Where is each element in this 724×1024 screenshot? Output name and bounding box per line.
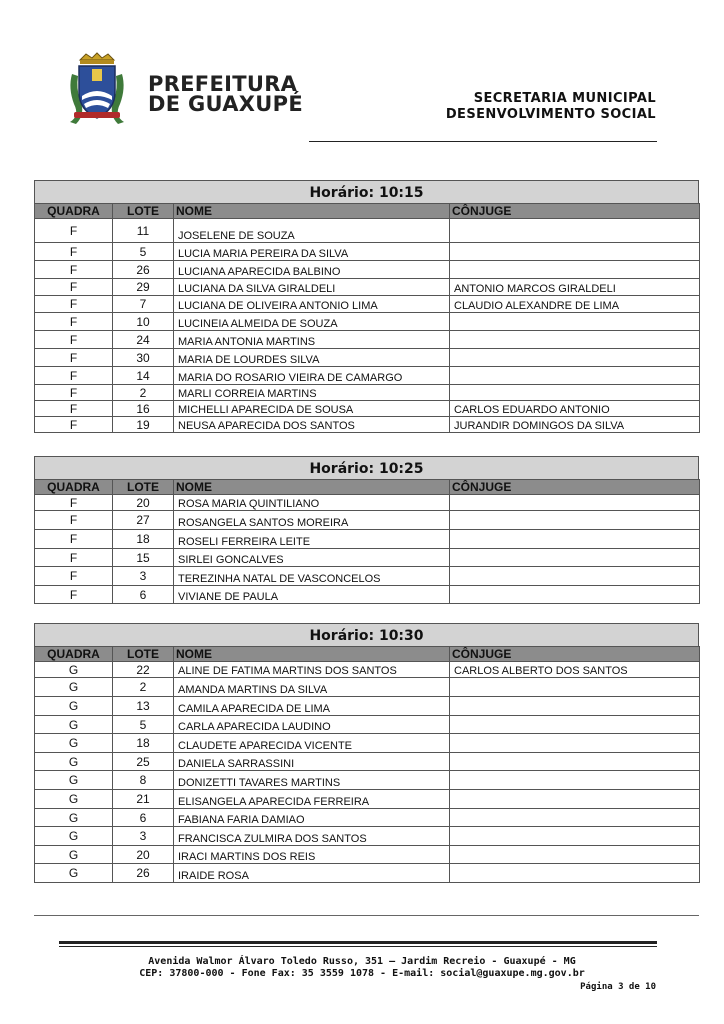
name-cell: MARIA DO ROSARIO VIEIRA DE CAMARGO bbox=[174, 367, 450, 385]
section-title: Horário: 10:30 bbox=[34, 623, 699, 646]
name-cell: ROSANGELA SANTOS MOREIRA bbox=[174, 511, 450, 530]
footer-thick-rule bbox=[59, 941, 657, 944]
table-row bbox=[35, 261, 700, 279]
name-cell: MICHELLI APARECIDA DE SOUSA bbox=[174, 401, 450, 417]
spouse-cell: CARLOS EDUARDO ANTONIO bbox=[450, 401, 700, 417]
quadra-cell: G bbox=[35, 678, 113, 697]
name-cell: MARIA ANTONIA MARTINS bbox=[174, 331, 450, 349]
table-row bbox=[35, 549, 700, 567]
quadra-cell: F bbox=[35, 385, 113, 401]
lote-cell: 11 bbox=[113, 219, 174, 243]
table-row bbox=[35, 697, 700, 716]
spouse-cell bbox=[450, 567, 700, 586]
quadra-cell: F bbox=[35, 279, 113, 296]
table-row bbox=[35, 827, 700, 846]
quadra-cell: F bbox=[35, 261, 113, 279]
spouse-cell bbox=[450, 261, 700, 279]
table-header-row bbox=[35, 647, 700, 662]
spouse-cell bbox=[450, 219, 700, 243]
lote-cell: 10 bbox=[113, 313, 174, 331]
name-cell: DANIELA SARRASSINI bbox=[174, 753, 450, 771]
table-row bbox=[35, 349, 700, 367]
lote-cell: 5 bbox=[113, 243, 174, 261]
lote-cell: 19 bbox=[113, 417, 174, 433]
name-cell: FRANCISCA ZULMIRA DOS SANTOS bbox=[174, 827, 450, 846]
lote-cell: 5 bbox=[113, 716, 174, 734]
table-row bbox=[35, 279, 700, 296]
name-cell: NEUSA APARECIDA DOS SANTOS bbox=[174, 417, 450, 433]
lote-cell: 30 bbox=[113, 349, 174, 367]
table-row bbox=[35, 367, 700, 385]
quadra-cell: G bbox=[35, 697, 113, 716]
quadra-cell: G bbox=[35, 734, 113, 753]
spouse-cell bbox=[450, 243, 700, 261]
lote-cell: 2 bbox=[113, 385, 174, 401]
spouse-cell bbox=[450, 846, 700, 864]
quadra-cell: G bbox=[35, 753, 113, 771]
quadra-cell: F bbox=[35, 530, 113, 549]
lote-cell: 26 bbox=[113, 261, 174, 279]
column-header-nome: NOME bbox=[174, 204, 450, 219]
spouse-cell: JURANDIR DOMINGOS DA SILVA bbox=[450, 417, 700, 433]
name-cell: LUCINEIA ALMEIDA DE SOUZA bbox=[174, 313, 450, 331]
table-row bbox=[35, 864, 700, 883]
name-cell: SIRLEI GONCALVES bbox=[174, 549, 450, 567]
name-cell: CLAUDETE APARECIDA VICENTE bbox=[174, 734, 450, 753]
column-header-quadra: QUADRA bbox=[35, 480, 113, 495]
spouse-cell bbox=[450, 549, 700, 567]
lote-cell: 15 bbox=[113, 549, 174, 567]
lote-cell: 20 bbox=[113, 495, 174, 511]
quadra-cell: G bbox=[35, 864, 113, 883]
table-row bbox=[35, 846, 700, 864]
lote-cell: 6 bbox=[113, 586, 174, 604]
spouse-cell bbox=[450, 367, 700, 385]
table-row bbox=[35, 771, 700, 790]
column-header-lote: LOTE bbox=[113, 480, 174, 495]
quadra-cell: G bbox=[35, 827, 113, 846]
spouse-cell bbox=[450, 734, 700, 753]
column-header-nome: NOME bbox=[174, 480, 450, 495]
quadra-cell: F bbox=[35, 567, 113, 586]
footer-address: Avenida Walmor Álvaro Toledo Russo, 351 – Jardim Recreio - Guaxupé - MG bbox=[148, 956, 576, 967]
lote-cell: 18 bbox=[113, 734, 174, 753]
name-cell: LUCIANA DE OLIVEIRA ANTONIO LIMA bbox=[174, 296, 450, 313]
schedule-section bbox=[34, 623, 699, 883]
quadra-cell: F bbox=[35, 549, 113, 567]
spouse-cell bbox=[450, 827, 700, 846]
spouse-cell bbox=[450, 790, 700, 809]
name-cell: ROSELI FERREIRA LEITE bbox=[174, 530, 450, 549]
footer-divider-top bbox=[34, 915, 699, 916]
spouse-cell bbox=[450, 495, 700, 511]
column-header-lote: LOTE bbox=[113, 204, 174, 219]
lote-cell: 27 bbox=[113, 511, 174, 530]
table-row bbox=[35, 313, 700, 331]
quadra-cell: F bbox=[35, 417, 113, 433]
name-cell: LUCIANA APARECIDA BALBINO bbox=[174, 261, 450, 279]
table-row bbox=[35, 219, 700, 243]
lote-cell: 20 bbox=[113, 846, 174, 864]
lote-cell: 24 bbox=[113, 331, 174, 349]
schedule-table bbox=[34, 479, 700, 604]
quadra-cell: F bbox=[35, 349, 113, 367]
quadra-cell: G bbox=[35, 809, 113, 827]
lote-cell: 7 bbox=[113, 296, 174, 313]
schedule-table bbox=[34, 203, 700, 433]
table-row bbox=[35, 586, 700, 604]
lote-cell: 13 bbox=[113, 697, 174, 716]
quadra-cell: G bbox=[35, 716, 113, 734]
table-row bbox=[35, 495, 700, 511]
column-header-quadra: QUADRA bbox=[35, 204, 113, 219]
quadra-cell: F bbox=[35, 586, 113, 604]
spouse-cell bbox=[450, 530, 700, 549]
name-cell: CAMILA APARECIDA DE LIMA bbox=[174, 697, 450, 716]
quadra-cell: F bbox=[35, 367, 113, 385]
spouse-cell bbox=[450, 716, 700, 734]
name-cell: ALINE DE FATIMA MARTINS DOS SANTOS bbox=[174, 662, 450, 678]
lote-cell: 8 bbox=[113, 771, 174, 790]
schedule-table bbox=[34, 646, 700, 883]
table-row bbox=[35, 567, 700, 586]
name-cell: JOSELENE DE SOUZA bbox=[174, 219, 450, 243]
quadra-cell: F bbox=[35, 511, 113, 530]
brand-name bbox=[148, 74, 303, 114]
name-cell: LUCIA MARIA PEREIRA DA SILVA bbox=[174, 243, 450, 261]
lote-cell: 14 bbox=[113, 367, 174, 385]
name-cell: VIVIANE DE PAULA bbox=[174, 586, 450, 604]
table-row bbox=[35, 243, 700, 261]
lote-cell: 2 bbox=[113, 678, 174, 697]
spouse-cell bbox=[450, 753, 700, 771]
table-row bbox=[35, 511, 700, 530]
table-row bbox=[35, 401, 700, 417]
lote-cell: 22 bbox=[113, 662, 174, 678]
table-row bbox=[35, 753, 700, 771]
spouse-cell bbox=[450, 697, 700, 716]
column-header-quadra: QUADRA bbox=[35, 647, 113, 662]
lote-cell: 3 bbox=[113, 567, 174, 586]
lote-cell: 21 bbox=[113, 790, 174, 809]
spouse-cell: CLAUDIO ALEXANDRE DE LIMA bbox=[450, 296, 700, 313]
column-header-conjuge: CÔNJUGE bbox=[450, 204, 700, 219]
lote-cell: 25 bbox=[113, 753, 174, 771]
quadra-cell: G bbox=[35, 771, 113, 790]
table-row bbox=[35, 331, 700, 349]
quadra-cell: F bbox=[35, 401, 113, 417]
column-header-conjuge: CÔNJUGE bbox=[450, 480, 700, 495]
brand-line-1: PREFEITURA bbox=[148, 72, 298, 96]
name-cell: MARIA DE LOURDES SILVA bbox=[174, 349, 450, 367]
quadra-cell: G bbox=[35, 846, 113, 864]
name-cell: IRAIDE ROSA bbox=[174, 864, 450, 883]
quadra-cell: F bbox=[35, 296, 113, 313]
table-row bbox=[35, 530, 700, 549]
column-header-nome: NOME bbox=[174, 647, 450, 662]
lote-cell: 3 bbox=[113, 827, 174, 846]
table-row bbox=[35, 417, 700, 433]
table-row bbox=[35, 734, 700, 753]
dept-line-2: DESENVOLVIMENTO SOCIAL bbox=[445, 107, 656, 122]
page-number: Página 3 de 10 bbox=[580, 982, 656, 992]
name-cell: LUCIANA DA SILVA GIRALDELI bbox=[174, 279, 450, 296]
table-row bbox=[35, 809, 700, 827]
spouse-cell bbox=[450, 349, 700, 367]
name-cell: ROSA MARIA QUINTILIANO bbox=[174, 495, 450, 511]
quadra-cell: F bbox=[35, 219, 113, 243]
spouse-cell: CARLOS ALBERTO DOS SANTOS bbox=[450, 662, 700, 678]
footer-thin-rule bbox=[59, 946, 657, 947]
table-header-row bbox=[35, 204, 700, 219]
quadra-cell: F bbox=[35, 495, 113, 511]
name-cell: AMANDA MARTINS DA SILVA bbox=[174, 678, 450, 697]
spouse-cell bbox=[450, 385, 700, 401]
table-row bbox=[35, 678, 700, 697]
spouse-cell bbox=[450, 313, 700, 331]
footer-contact: CEP: 37800-000 - Fone Fax: 35 3559 1078 - E-mail: social@guaxupe.mg.gov.br bbox=[139, 968, 585, 979]
quadra-cell: F bbox=[35, 243, 113, 261]
lote-cell: 18 bbox=[113, 530, 174, 549]
spouse-cell bbox=[450, 809, 700, 827]
brand-line-2: DE GUAXUPÉ bbox=[148, 92, 303, 116]
spouse-cell: ANTONIO MARCOS GIRALDELI bbox=[450, 279, 700, 296]
spouse-cell bbox=[450, 586, 700, 604]
spouse-cell bbox=[450, 511, 700, 530]
table-row bbox=[35, 790, 700, 809]
section-title: Horário: 10:15 bbox=[34, 180, 699, 203]
quadra-cell: G bbox=[35, 662, 113, 678]
table-row bbox=[35, 296, 700, 313]
spouse-cell bbox=[450, 678, 700, 697]
table-row bbox=[35, 385, 700, 401]
name-cell: CARLA APARECIDA LAUDINO bbox=[174, 716, 450, 734]
quadra-cell: F bbox=[35, 331, 113, 349]
table-row bbox=[35, 662, 700, 678]
schedule-section bbox=[34, 456, 699, 604]
header-divider bbox=[309, 141, 657, 142]
name-cell: FABIANA FARIA DAMIAO bbox=[174, 809, 450, 827]
name-cell: MARLI CORREIA MARTINS bbox=[174, 385, 450, 401]
spouse-cell bbox=[450, 331, 700, 349]
table-row bbox=[35, 716, 700, 734]
name-cell: DONIZETTI TAVARES MARTINS bbox=[174, 771, 450, 790]
lote-cell: 26 bbox=[113, 864, 174, 883]
quadra-cell: G bbox=[35, 790, 113, 809]
column-header-lote: LOTE bbox=[113, 647, 174, 662]
page-header bbox=[0, 0, 724, 145]
name-cell: TEREZINHA NATAL DE VASCONCELOS bbox=[174, 567, 450, 586]
section-title: Horário: 10:25 bbox=[34, 456, 699, 479]
lote-cell: 16 bbox=[113, 401, 174, 417]
column-header-conjuge: CÔNJUGE bbox=[450, 647, 700, 662]
name-cell: IRACI MARTINS DOS REIS bbox=[174, 846, 450, 864]
spouse-cell bbox=[450, 864, 700, 883]
municipal-crest-logo bbox=[66, 52, 128, 126]
schedule-section bbox=[34, 180, 699, 433]
department-name bbox=[446, 91, 656, 123]
spouse-cell bbox=[450, 771, 700, 790]
lote-cell: 29 bbox=[113, 279, 174, 296]
lote-cell: 6 bbox=[113, 809, 174, 827]
table-header-row bbox=[35, 480, 700, 495]
name-cell: ELISANGELA APARECIDA FERREIRA bbox=[174, 790, 450, 809]
dept-line-1: SECRETARIA MUNICIPAL bbox=[473, 91, 656, 106]
quadra-cell: F bbox=[35, 313, 113, 331]
